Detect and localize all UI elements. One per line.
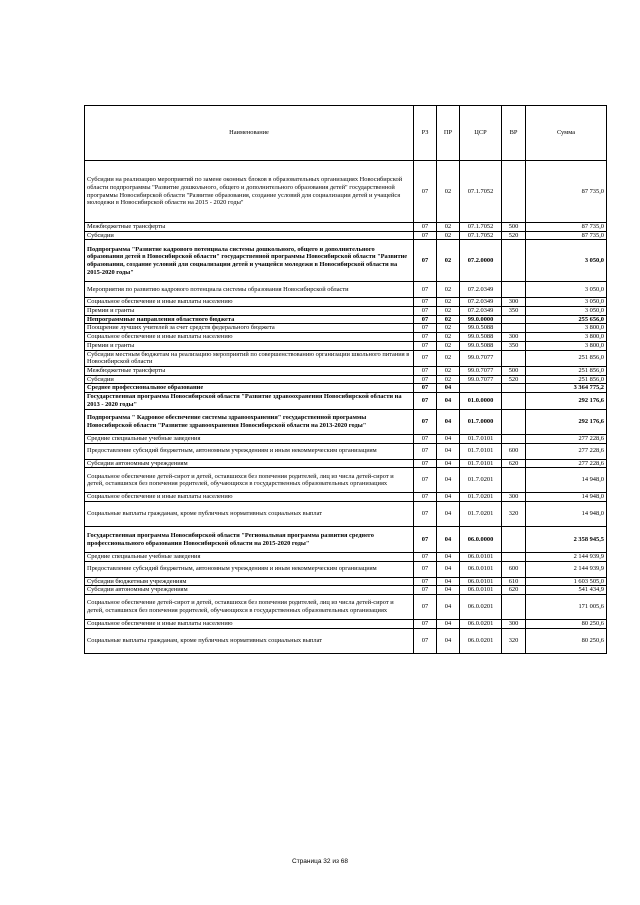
row-sum: 255 656,0: [526, 315, 607, 324]
row-sum: 171 005,6: [526, 595, 607, 620]
table-row: [85, 553, 607, 562]
row-pr: 02: [437, 307, 460, 316]
table-row: [85, 409, 607, 434]
row-pr: 02: [437, 298, 460, 307]
table-header-row: [85, 106, 607, 161]
row-pr: 04: [437, 434, 460, 443]
row-sum: 277 228,6: [526, 459, 607, 468]
table-row: [85, 161, 607, 223]
row-sum: 87 735,0: [526, 161, 607, 223]
row-vr: 500: [502, 223, 526, 232]
row-csr: 07.2.0349: [460, 298, 502, 307]
row-name: Субсидии бюджетным учреждениям: [85, 577, 414, 586]
row-name: Субсидии автономным учреждениям: [85, 459, 414, 468]
row-rz: 07: [414, 366, 437, 375]
row-name: Социальное обеспечение детей-сирот и детей, оставшихся без попечения родителей, лиц из числа детей-сирот и детей, оставшихся без попечения родителей, обучающихся в государственных образовательных организациях: [85, 595, 414, 620]
row-rz: 07: [414, 240, 437, 282]
row-sum: 87 735,0: [526, 231, 607, 240]
row-pr: 02: [437, 282, 460, 298]
row-sum: 251 856,0: [526, 366, 607, 375]
row-name: Предоставление субсидий бюджетным, автономным учреждениям и иным некоммерческим организациям: [85, 561, 414, 577]
row-vr: [502, 527, 526, 553]
row-vr: 300: [502, 620, 526, 629]
row-vr: 600: [502, 561, 526, 577]
row-name: Поощрение лучших учителей за счет средств федерального бюджета: [85, 324, 414, 333]
row-vr: [502, 595, 526, 620]
table-row: [85, 527, 607, 553]
header-rz: РЗ: [414, 106, 437, 161]
row-rz: 07: [414, 384, 437, 393]
table-row: [85, 350, 607, 366]
row-vr: 350: [502, 341, 526, 350]
row-pr: 02: [437, 350, 460, 366]
row-sum: 14 948,0: [526, 502, 607, 527]
row-rz: 07: [414, 502, 437, 527]
row-vr: [502, 434, 526, 443]
table-row: [85, 459, 607, 468]
row-name: Социальное обеспечение и иные выплаты населению: [85, 298, 414, 307]
table-row: [85, 577, 607, 586]
table-row: [85, 502, 607, 527]
row-csr: 99.0.5088: [460, 333, 502, 342]
row-csr: 01.7.0201: [460, 468, 502, 493]
row-vr: 620: [502, 586, 526, 595]
row-rz: 07: [414, 468, 437, 493]
row-vr: 520: [502, 231, 526, 240]
row-csr: 06.0.0101: [460, 553, 502, 562]
row-pr: 04: [437, 595, 460, 620]
row-name: Социальное обеспечение и иные выплаты населению: [85, 333, 414, 342]
row-vr: 620: [502, 459, 526, 468]
row-csr: 01.7.0101: [460, 459, 502, 468]
row-name: Социальное обеспечение детей-сирот и детей, оставшихся без попечения родителей, лиц из числа детей-сирот и детей, оставшихся без попечения родителей, обучающихся в государственных образовательных организациях: [85, 468, 414, 493]
row-vr: [502, 553, 526, 562]
row-vr: 300: [502, 493, 526, 502]
row-pr: 04: [437, 493, 460, 502]
row-csr: 07.1.7052: [460, 231, 502, 240]
row-sum: 3 050,0: [526, 282, 607, 298]
row-name: Социальное обеспечение и иные выплаты населению: [85, 620, 414, 629]
table-row: [85, 392, 607, 409]
row-rz: 07: [414, 298, 437, 307]
table-row: [85, 307, 607, 316]
row-rz: 07: [414, 350, 437, 366]
row-sum: 277 228,6: [526, 443, 607, 459]
row-rz: 07: [414, 223, 437, 232]
row-sum: 3 800,0: [526, 333, 607, 342]
row-csr: 06.0.0201: [460, 620, 502, 629]
table-row: [85, 324, 607, 333]
row-pr: 02: [437, 375, 460, 384]
row-vr: 600: [502, 443, 526, 459]
row-csr: 99.0.7077: [460, 375, 502, 384]
row-pr: 04: [437, 459, 460, 468]
row-name: Премии и гранты: [85, 307, 414, 316]
row-sum: 2 144 939,9: [526, 553, 607, 562]
table-row: [85, 434, 607, 443]
row-rz: 07: [414, 161, 437, 223]
row-sum: 3 364 775,2: [526, 384, 607, 393]
row-csr: 01.7.0201: [460, 493, 502, 502]
row-pr: 02: [437, 324, 460, 333]
row-rz: 07: [414, 324, 437, 333]
row-pr: 04: [437, 561, 460, 577]
row-csr: 01.7.0101: [460, 443, 502, 459]
row-rz: 07: [414, 333, 437, 342]
table-row: [85, 366, 607, 375]
row-name: Межбюджетные трансферты: [85, 366, 414, 375]
row-vr: 350: [502, 307, 526, 316]
row-vr: [502, 240, 526, 282]
table-row: [85, 468, 607, 493]
row-name: Субсидии автономным учреждениям: [85, 586, 414, 595]
row-sum: 14 948,0: [526, 493, 607, 502]
row-sum: 2 358 945,5: [526, 527, 607, 553]
row-name: Социальные выплаты гражданам, кроме публичных нормативных социальных выплат: [85, 628, 414, 653]
row-pr: 04: [437, 502, 460, 527]
row-vr: 500: [502, 366, 526, 375]
row-name: Государственная программа Новосибирской области "Региональная программа развития среднего профессионального образования Новосибирской области на 2015-2020 годы": [85, 527, 414, 553]
row-sum: 251 856,0: [526, 375, 607, 384]
page-number: Страница 32 из 68: [292, 858, 348, 865]
row-pr: 04: [437, 392, 460, 409]
row-name: Средние специальные учебные заведения: [85, 434, 414, 443]
row-name: Межбюджетные трансферты: [85, 223, 414, 232]
table-row: [85, 443, 607, 459]
row-rz: 07: [414, 315, 437, 324]
row-vr: 300: [502, 333, 526, 342]
row-sum: 541 434,9: [526, 586, 607, 595]
row-pr: 02: [437, 161, 460, 223]
table-row: [85, 620, 607, 629]
row-pr: 02: [437, 333, 460, 342]
row-rz: 07: [414, 628, 437, 653]
row-csr: 06.0.0101: [460, 561, 502, 577]
row-vr: 320: [502, 502, 526, 527]
row-pr: 02: [437, 366, 460, 375]
table-row: [85, 628, 607, 653]
row-pr: 04: [437, 620, 460, 629]
row-rz: 07: [414, 434, 437, 443]
table-row: [85, 384, 607, 393]
row-csr: 99.0.7077: [460, 366, 502, 375]
table-row: [85, 223, 607, 232]
row-vr: 520: [502, 375, 526, 384]
budget-table: [84, 105, 607, 654]
row-vr: [502, 409, 526, 434]
table-row: [85, 586, 607, 595]
row-csr: 01.7.0201: [460, 502, 502, 527]
row-rz: 07: [414, 527, 437, 553]
row-vr: [502, 468, 526, 493]
row-vr: [502, 282, 526, 298]
row-sum: 277 228,6: [526, 434, 607, 443]
header-name: Наименование: [85, 106, 414, 161]
row-rz: 07: [414, 375, 437, 384]
row-csr: 07.1.7052: [460, 161, 502, 223]
row-sum: 14 948,0: [526, 468, 607, 493]
row-vr: [502, 384, 526, 393]
row-rz: 07: [414, 409, 437, 434]
table-row: [85, 315, 607, 324]
row-csr: 01.0.0000: [460, 392, 502, 409]
row-name: Подпрограмма " Кадровое обеспечение системы здравоохранения" государственной программы Новосибирской области "Развитие здравоохранения Новосибирской области на 2013-2020 годы": [85, 409, 414, 434]
row-csr: 99.0.5088: [460, 341, 502, 350]
row-vr: 610: [502, 577, 526, 586]
row-pr: 04: [437, 409, 460, 434]
row-vr: 320: [502, 628, 526, 653]
row-name: Подпрограмма "Развитие кадрового потенциала системы дошкольного, общего и дополнительного образования детей в Новосибирской области" государственной программы Новосибирской области "Развитие образования, создание условий для социализации детей и учащейся молодежи в Новосибирской области на 2015-2020 годы": [85, 240, 414, 282]
row-sum: 3 050,0: [526, 240, 607, 282]
row-sum: 80 250,6: [526, 620, 607, 629]
table-row: [85, 595, 607, 620]
row-csr: 99.0.0000: [460, 315, 502, 324]
row-csr: 07.2.0000: [460, 240, 502, 282]
row-pr: 02: [437, 240, 460, 282]
row-pr: 04: [437, 553, 460, 562]
row-sum: 251 856,0: [526, 350, 607, 366]
row-pr: 02: [437, 223, 460, 232]
row-sum: 3 050,0: [526, 307, 607, 316]
row-sum: 292 176,6: [526, 409, 607, 434]
row-sum: 2 144 939,9: [526, 561, 607, 577]
table-row: [85, 240, 607, 282]
row-sum: 3 800,0: [526, 341, 607, 350]
row-vr: [502, 392, 526, 409]
row-rz: 07: [414, 459, 437, 468]
row-csr: 06.0.0101: [460, 577, 502, 586]
row-rz: 07: [414, 595, 437, 620]
row-name: Премии и гранты: [85, 341, 414, 350]
header-vr: ВР: [502, 106, 526, 161]
row-name: Субсидии: [85, 375, 414, 384]
row-sum: 80 250,6: [526, 628, 607, 653]
row-csr: 06.0.0101: [460, 586, 502, 595]
row-rz: 07: [414, 553, 437, 562]
row-rz: 07: [414, 577, 437, 586]
row-csr: 06.0.0201: [460, 595, 502, 620]
row-vr: [502, 315, 526, 324]
row-pr: 04: [437, 586, 460, 595]
row-csr: 07.2.0349: [460, 307, 502, 316]
row-csr: 06.0.0000: [460, 527, 502, 553]
row-pr: 04: [437, 527, 460, 553]
row-pr: 02: [437, 341, 460, 350]
row-name: Субсидии: [85, 231, 414, 240]
row-name: Непрограммные направления областного бюджета: [85, 315, 414, 324]
row-rz: 07: [414, 392, 437, 409]
row-name: Субсидии местным бюджетам на реализацию мероприятий по совершенствованию организации школьного питания в Новосибирской области: [85, 350, 414, 366]
row-vr: [502, 161, 526, 223]
row-sum: 3 050,0: [526, 298, 607, 307]
row-rz: 07: [414, 282, 437, 298]
row-rz: 07: [414, 307, 437, 316]
row-rz: 07: [414, 586, 437, 595]
row-rz: 07: [414, 561, 437, 577]
table-row: [85, 298, 607, 307]
row-sum: 3 800,0: [526, 324, 607, 333]
row-name: Социальное обеспечение и иные выплаты населению: [85, 493, 414, 502]
row-vr: [502, 324, 526, 333]
table-row: [85, 231, 607, 240]
row-rz: 07: [414, 231, 437, 240]
row-name: Мероприятия по развитию кадрового потенциала системы образования Новосибирской области: [85, 282, 414, 298]
row-pr: 04: [437, 468, 460, 493]
table-row: [85, 493, 607, 502]
row-name: Субсидии на реализацию мероприятий по замене оконных блоков в образовательных организациях Новосибирской области подпрограммы "Развитие дошкольного, общего и дополнительного образования детей" государственной программы Новосибирской области "Развитие образования, создание условий для социализации детей и учащейся молодежи в Новосибирской области на 2015 - 2020 годы": [85, 161, 414, 223]
row-pr: 04: [437, 384, 460, 393]
row-csr: 07.2.0349: [460, 282, 502, 298]
row-name: Среднее профессиональное образование: [85, 384, 414, 393]
row-pr: 04: [437, 577, 460, 586]
header-pr: ПР: [437, 106, 460, 161]
row-csr: 07.1.7052: [460, 223, 502, 232]
row-csr: 06.0.0201: [460, 628, 502, 653]
header-sum: Сумма: [526, 106, 607, 161]
table-row: [85, 282, 607, 298]
row-pr: 02: [437, 315, 460, 324]
row-name: Предоставление субсидий бюджетным, автономным учреждениям и иным некоммерческим организациям: [85, 443, 414, 459]
row-vr: 300: [502, 298, 526, 307]
row-rz: 07: [414, 493, 437, 502]
row-pr: 02: [437, 231, 460, 240]
row-sum: 1 603 505,0: [526, 577, 607, 586]
header-csr: ЦСР: [460, 106, 502, 161]
row-csr: [460, 384, 502, 393]
row-csr: 99.0.7077: [460, 350, 502, 366]
row-rz: 07: [414, 341, 437, 350]
row-vr: [502, 350, 526, 366]
row-sum: 87 735,0: [526, 223, 607, 232]
row-name: Социальные выплаты гражданам, кроме публичных нормативных социальных выплат: [85, 502, 414, 527]
budget-table-body: [85, 106, 607, 654]
table-row: [85, 375, 607, 384]
row-pr: 04: [437, 628, 460, 653]
table-row: [85, 333, 607, 342]
row-csr: 01.7.0000: [460, 409, 502, 434]
row-name: Государственная программа Новосибирской области "Развитие здравоохранения Новосибирской области на 2013 - 2020 годы": [85, 392, 414, 409]
row-pr: 04: [437, 443, 460, 459]
table-row: [85, 341, 607, 350]
row-csr: 99.0.5088: [460, 324, 502, 333]
row-csr: 01.7.0101: [460, 434, 502, 443]
row-sum: 292 176,6: [526, 392, 607, 409]
table-row: [85, 561, 607, 577]
row-rz: 07: [414, 620, 437, 629]
row-rz: 07: [414, 443, 437, 459]
row-name: Средние специальные учебные заведения: [85, 553, 414, 562]
